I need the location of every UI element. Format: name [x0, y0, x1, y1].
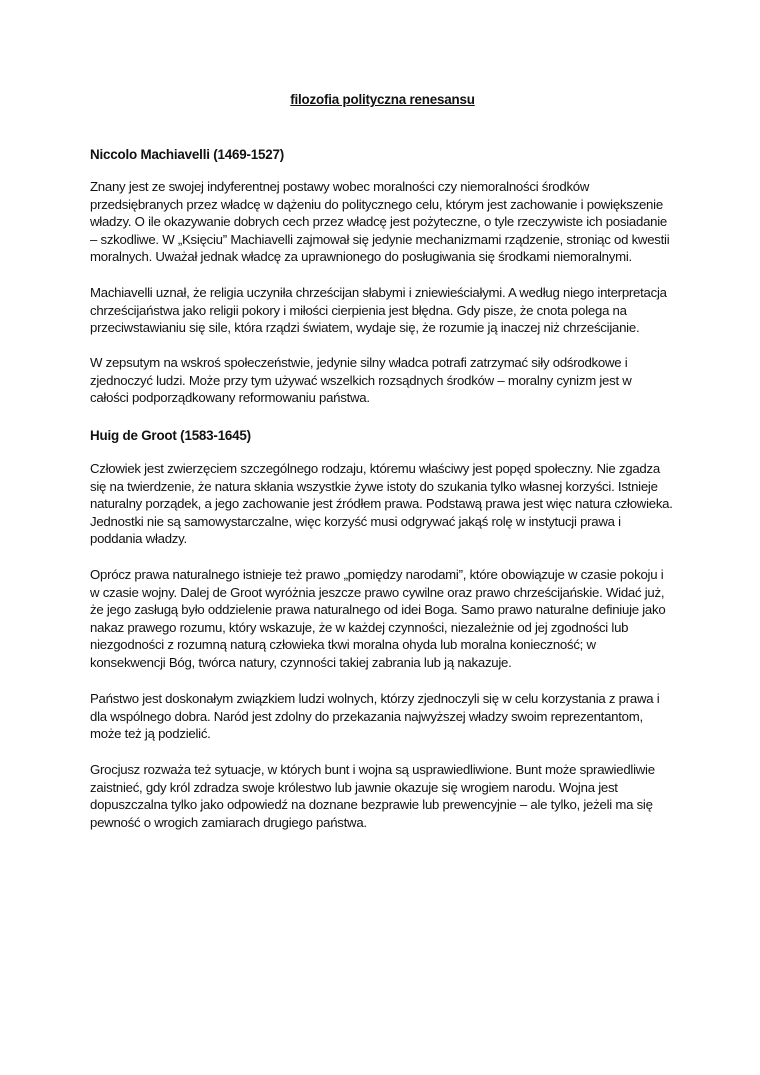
text-line: całości podporządkowany reformowaniu państwa. [90, 390, 370, 406]
text-line: może też ją podzielić. [90, 726, 211, 742]
paragraph-machiavelli-3 [90, 354, 675, 407]
text-line: moralnych. Uważał jednak władcę za uprawnionego do posługiwania się środkami niemoralnymi. [90, 249, 632, 265]
text-line: zjednoczyć ludzi. Może przy tym używać wszelkich rozsądnych środków – moralny cynizm jest w [90, 372, 632, 388]
document-title: filozofia polityczna renesansu [290, 92, 475, 107]
text-line: konsekwencji Bóg, twórca natury, czynności takiej zabrania lub ją nakazuje. [90, 654, 512, 670]
text-line: Oprócz prawa naturalnego istnieje też prawo „pomiędzy narodami”, które obowiązuje w czasie pokoju i [90, 567, 664, 582]
text-line: pewność o wrogich zamiarach drugiego państwa. [90, 814, 367, 830]
paragraph-de-groot-3 [90, 690, 675, 743]
text-line: niezgodności z rozumną naturą człowieka tkwi moralna ohyda lub moralna konieczność; w [90, 637, 596, 653]
text-line: władzy. O ile okazywanie dobrych cech przez władcę jest pożyteczne, o tyle rzeczywiste ich posiadanie [90, 214, 668, 230]
text-line: Człowiek jest zwierzęciem szczególnego rodzaju, któremu właściwy jest popęd społeczny. Nie zgadza [90, 461, 660, 476]
text-line: nakaz prawego rozumu, który wskazuje, że w każdej czynności, niezależnie od jej zgodności lub [90, 619, 629, 635]
paragraph-de-groot-2 [90, 566, 675, 672]
text-line: się na twierdzenie, że natura skłania wszystkie żywe istoty do szukania tylko własnej korzyści. Istnieje [90, 478, 658, 494]
text-line: Machiavelli uznał, że religia uczyniła chrześcijan słabymi i zniewieściałymi. A według niego interpretacja [90, 285, 667, 300]
text-line: Znany jest ze swojej indyferentnej postawy wobec moralności czy niemoralności środków [90, 179, 590, 194]
text-line: dla wspólnego dobra. Naród jest zdolny do przekazania najwyższej władzy swoim reprezentantom, [90, 708, 643, 724]
text-line: przedsiębranych przez władcę w dążeniu do politycznego celu, którym jest zachowanie i powiększenie [90, 196, 663, 212]
paragraph-machiavelli-2 [90, 284, 675, 337]
text-line: poddania władzy. [90, 531, 187, 547]
text-line: dopuszczalna tylko jako odpowiedź na doznane bezprawie lub prewencyjnie – ale tylko, jeżeli ma się [90, 797, 653, 813]
paragraph-de-groot-4 [90, 761, 675, 831]
section-heading-machiavelli: Niccolo Machiavelli (1469-1527) [90, 147, 285, 162]
text-line: Grocjusz rozważa też sytuacje, w których bunt i wojna są usprawiedliwione. Bunt może sprawiedliwie [90, 762, 655, 777]
text-line: naturalny porządek, a jego zachowanie jest źródłem prawa. Podstawą prawa jest więc natura człowieka. [90, 496, 673, 512]
text-line: że jego zasługą było oddzielenie prawa naturalnego od idei Boga. Samo prawo naturalne definiuje jako [90, 602, 666, 618]
section-heading-de-groot: Huig de Groot (1583-1645) [90, 428, 251, 443]
text-line: zaistnieć, gdy król zdradza swoje królestwo lub jawnie okazuje się wrogiem narodu. Wojna jest [90, 779, 618, 795]
paragraph-machiavelli-1 [90, 178, 675, 266]
text-line: W zepsutym na wskroś społeczeństwie, jedynie silny władca potrafi zatrzymać siły odśrodkowe i [90, 355, 628, 370]
text-line: w czasie wojny. Dalej de Groot wyróżnia jeszcze prawo cywilne oraz prawo chrześcijańskie. Widać już, [90, 584, 665, 600]
text-line: przeciwstawianiu się sile, która rządzi światem, wydaje się, że rozumie ją inaczej niż chrześcijanie. [90, 320, 640, 336]
text-line: chrześcijaństwa jako religii pokory i miłości cierpienia jest błędna. Gdy pisze, że cnota polega na [90, 302, 627, 318]
text-line: Jednostki nie są samowystarczalne, więc korzyść musi odgrywać jakąś rolę w instytucji prawa i [90, 513, 621, 529]
text-line: – szkodliwe. W „Księciu” Machiavelli zajmował się jedynie mechanizmami rządzenie, stroniąc od kwestii [90, 231, 670, 247]
paragraph-de-groot-1 [90, 460, 675, 548]
text-line: Państwo jest doskonałym związkiem ludzi wolnych, którzy zjednoczyli się w celu korzystania z prawa i [90, 691, 660, 706]
